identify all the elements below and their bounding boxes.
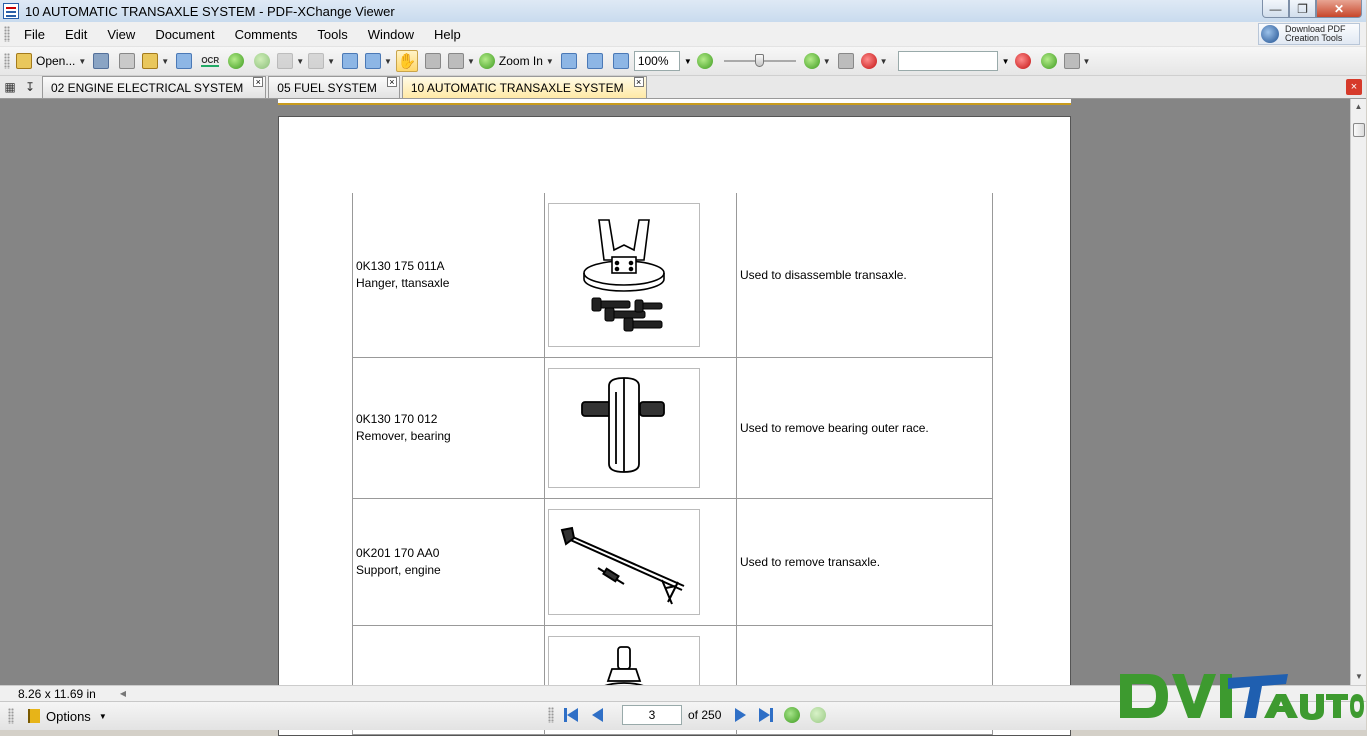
text-select-icon [448, 53, 464, 69]
part-cell [353, 193, 545, 358]
globe-icon [1261, 25, 1279, 43]
tool-image-cell [545, 193, 737, 358]
part-number: 0K201 170 AA0 [356, 546, 440, 560]
total-pages-label: of 250 [688, 708, 722, 722]
previous-page-icon [592, 708, 603, 722]
part-number: 0K130 175 011A [356, 259, 445, 273]
email-button[interactable] [142, 50, 169, 72]
forward-view-icon[interactable] [810, 707, 826, 723]
fit-width-icon [613, 53, 629, 69]
first-page-button[interactable] [561, 705, 581, 725]
options-button[interactable] [4, 708, 107, 724]
save-icon [93, 53, 109, 69]
search-input[interactable] [898, 51, 998, 71]
scan-button[interactable] [173, 50, 195, 72]
toolbar-grip[interactable] [4, 26, 10, 42]
menu-edit[interactable]: Edit [64, 26, 88, 42]
hand-tool-button[interactable] [396, 50, 418, 72]
window-title: 10 AUTOMATIC TRANSAXLE SYSTEM - PDF-XChange Viewer [25, 3, 395, 19]
ocr-button[interactable] [199, 50, 221, 72]
actual-size-icon [561, 53, 577, 69]
camera-icon [425, 53, 441, 69]
table-row [353, 358, 993, 499]
menu-file[interactable]: File [24, 26, 45, 42]
close-document-button[interactable]: × [1346, 79, 1362, 95]
scroll-left-icon[interactable]: ◀ [119, 689, 126, 698]
chevron-down-icon[interactable]: ▼ [822, 56, 831, 66]
forward-button[interactable] [251, 50, 273, 72]
attach-icon [1041, 53, 1057, 69]
chevron-down-icon[interactable]: ▼ [296, 56, 305, 66]
part-number: 0K130 170 012 [356, 412, 438, 426]
options-label: Options [46, 708, 91, 724]
close-icon[interactable]: × [253, 77, 263, 87]
hand-icon: ✋ [397, 53, 417, 70]
previous-page-edge [278, 99, 1071, 105]
zoom-in-button[interactable] [479, 50, 554, 72]
description-cell: Used to remove bearing outer race. [737, 358, 993, 499]
chevron-down-icon[interactable]: ▼ [78, 56, 87, 66]
ocr-icon: OCR [201, 55, 220, 65]
tab-menu-icon[interactable]: ↧ [24, 80, 36, 94]
tool-image-cell [545, 499, 737, 626]
pdf-page [278, 116, 1071, 736]
window-controls [1262, 0, 1362, 18]
open-button[interactable] [16, 50, 86, 72]
arrow-left-icon [228, 53, 244, 69]
toolbar-grip[interactable] [548, 707, 554, 723]
open-folder-icon [16, 53, 32, 69]
app-icon [3, 3, 19, 19]
tab-list-icon[interactable]: ▦ [4, 80, 16, 94]
rotate-right-icon [365, 53, 381, 69]
tab-label: 02 ENGINE ELECTRICAL SYSTEM [51, 80, 244, 95]
actual-size-button[interactable] [558, 50, 580, 72]
zoom-in-label: Zoom In [498, 54, 543, 68]
menu-bar [0, 22, 1366, 47]
bar-icon [770, 708, 773, 722]
select-text-button[interactable] [448, 50, 475, 72]
magnifier-plus-icon [479, 53, 495, 69]
tab-engine-electrical[interactable] [42, 76, 266, 98]
redo-button[interactable] [308, 50, 335, 72]
engine-support-icon [548, 509, 700, 615]
maximize-button[interactable]: ❐ [1289, 0, 1316, 18]
special-tools-table [352, 193, 993, 735]
part-name: Support, engine [356, 563, 441, 577]
part-name: Hanger, ttansaxle [356, 276, 450, 290]
spell-check-icon [861, 53, 877, 69]
vertical-scrollbar[interactable] [1350, 99, 1366, 685]
document-tab-bar [0, 76, 1366, 99]
attach-button[interactable] [1038, 50, 1060, 72]
undo-icon [277, 53, 293, 69]
menu-view[interactable]: View [107, 26, 136, 42]
email-icon [142, 53, 158, 69]
back-view-icon[interactable] [784, 707, 800, 723]
part-cell [353, 358, 545, 499]
chevron-down-icon[interactable]: ▼ [384, 56, 392, 66]
tab-fuel-system[interactable] [268, 76, 400, 98]
transaxle-hanger-icon [548, 203, 700, 347]
current-page-input[interactable]: 3 [622, 705, 682, 725]
find-button[interactable] [835, 50, 857, 72]
plus-circle-icon [804, 53, 820, 69]
last-page-button[interactable] [756, 705, 776, 725]
rotate-left-icon [342, 53, 358, 69]
toolbar-grip[interactable] [8, 708, 14, 724]
main-toolbar [0, 47, 1366, 76]
scrollbar-thumb[interactable] [1353, 123, 1365, 137]
fit-width-button[interactable] [610, 50, 632, 72]
chevron-down-icon[interactable]: ▼ [161, 56, 170, 66]
document-viewer[interactable] [0, 99, 1350, 685]
chevron-down-icon: ▼ [98, 711, 107, 721]
menu-comments[interactable]: Comments [234, 26, 298, 42]
page-navigation [544, 705, 831, 725]
title-bar [0, 0, 1366, 22]
fit-page-icon [587, 53, 603, 69]
zoom-out-button[interactable] [694, 50, 716, 72]
menu-help[interactable]: Help [434, 26, 461, 42]
menu-document[interactable]: Document [155, 26, 215, 42]
tab-bar-icons [0, 76, 40, 98]
scroll-up-icon[interactable]: ▲ [1354, 102, 1363, 111]
chevron-down-icon[interactable]: ▼ [327, 56, 336, 66]
options-flag-icon [28, 709, 40, 723]
zoom-level-input[interactable]: 100% [634, 51, 680, 71]
redo-icon [308, 53, 324, 69]
next-page-button[interactable] [730, 705, 750, 725]
description-cell: Used to disassemble transaxle. [737, 193, 993, 358]
chevron-down-icon[interactable]: ▼ [1082, 56, 1091, 66]
chevron-down-icon[interactable]: ▼ [466, 56, 475, 66]
save-button[interactable] [90, 50, 112, 72]
bearing-remover-icon [548, 368, 700, 488]
part-name: Remover, bearing [356, 429, 451, 443]
page-size-readout: 8.26 x 11.69 in [18, 686, 96, 701]
download-pdf-tools-button[interactable] [1258, 23, 1360, 45]
snapshot-button[interactable] [422, 50, 444, 72]
chevron-down-icon[interactable]: ▼ [1001, 56, 1010, 66]
scroll-down-icon[interactable]: ▼ [1355, 672, 1363, 681]
back-button[interactable] [225, 50, 247, 72]
last-page-icon [759, 708, 770, 722]
next-page-icon [735, 708, 746, 722]
binoculars-icon [838, 53, 854, 69]
print-icon [119, 53, 135, 69]
spell-check-button[interactable] [861, 50, 888, 72]
chevron-down-icon[interactable]: ▼ [683, 56, 692, 66]
rotate-cw-button[interactable] [365, 50, 392, 72]
scan-icon [176, 53, 192, 69]
minus-circle-icon [697, 53, 713, 69]
download-pdf-label: Download PDF Creation Tools [1285, 24, 1346, 43]
arrow-right-icon [254, 53, 270, 69]
rotate-ccw-button[interactable] [339, 50, 361, 72]
previous-page-button[interactable] [587, 705, 607, 725]
zoom-slider-thumb[interactable] [755, 54, 764, 67]
close-button[interactable]: ✕ [1316, 0, 1362, 18]
stamp-button[interactable] [1012, 50, 1034, 72]
chevron-down-icon[interactable]: ▼ [545, 56, 554, 66]
toolbar-grip[interactable] [4, 53, 10, 69]
close-icon[interactable]: × [387, 77, 397, 87]
menu-window[interactable]: Window [367, 26, 415, 42]
minimize-button[interactable]: — [1262, 0, 1289, 18]
stamp-icon [1015, 53, 1031, 69]
table-row [353, 193, 993, 358]
tab-label: 05 FUEL SYSTEM [277, 80, 377, 95]
close-icon[interactable]: × [634, 77, 644, 87]
watermark-logo [1118, 668, 1364, 726]
tool-image-cell [545, 358, 737, 499]
description-cell: Used to remove transaxle. [737, 499, 993, 626]
open-label: Open... [36, 54, 76, 68]
zoom-slider[interactable] [724, 51, 796, 71]
tab-automatic-transaxle[interactable] [402, 76, 647, 98]
menu-tools[interactable]: Tools [317, 26, 348, 42]
undo-button[interactable] [277, 50, 304, 72]
wrench-icon [1064, 53, 1080, 69]
fit-page-button[interactable] [584, 50, 606, 72]
part-cell [353, 499, 545, 626]
tools-menu-button[interactable] [1064, 50, 1091, 72]
zoom-increase-button[interactable] [804, 50, 831, 72]
chevron-down-icon[interactable]: ▼ [879, 56, 888, 66]
tab-label: 10 AUTOMATIC TRANSAXLE SYSTEM [410, 80, 624, 95]
triangle-left-icon [567, 708, 578, 722]
print-button[interactable] [116, 50, 138, 72]
table-row [353, 499, 993, 626]
